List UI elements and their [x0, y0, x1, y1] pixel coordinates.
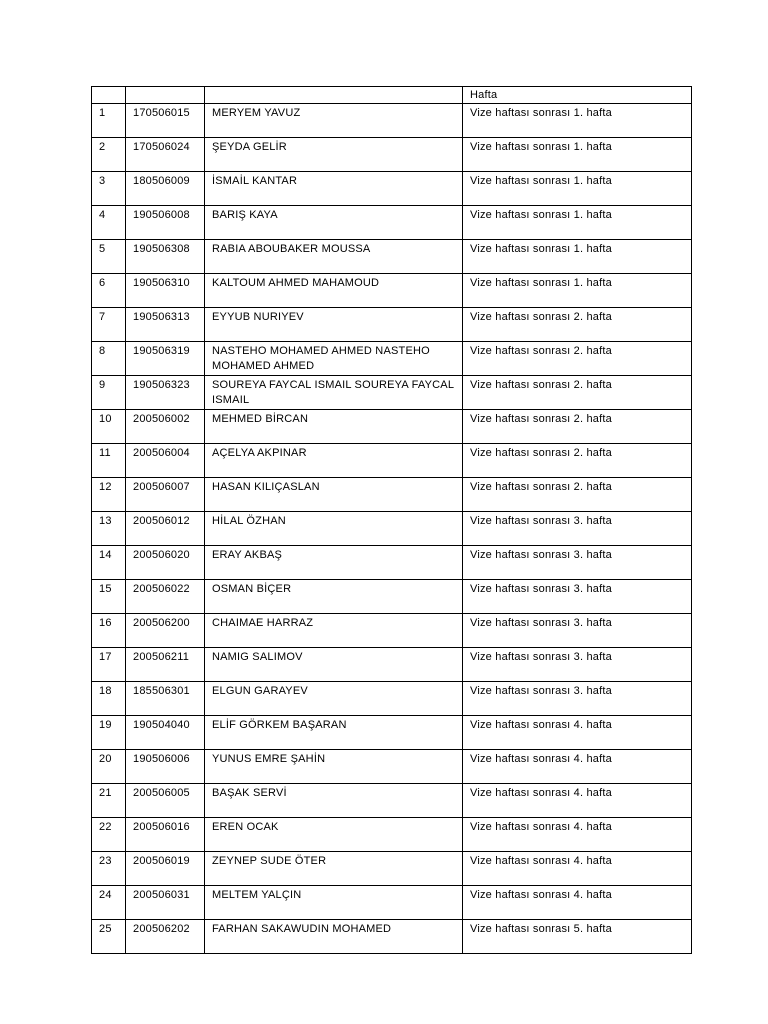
- student-number-cell: 190506008: [126, 206, 205, 240]
- week-cell: Vize haftası sonrası 1. hafta: [463, 240, 692, 274]
- week-cell: Vize haftası sonrası 3. hafta: [463, 648, 692, 682]
- week-cell: Vize haftası sonrası 4. hafta: [463, 750, 692, 784]
- student-name-cell: FARHAN SAKAWUDIN MOHAMED: [205, 920, 463, 954]
- student-name-cell: ELGUN GARAYEV: [205, 682, 463, 716]
- row-number-cell: 6: [92, 274, 126, 308]
- student-number-cell: 190506310: [126, 274, 205, 308]
- table-row: [92, 512, 692, 546]
- table-row: [92, 206, 692, 240]
- student-number-cell: 200506022: [126, 580, 205, 614]
- student-number-cell: 190506006: [126, 750, 205, 784]
- table-row: [92, 172, 692, 206]
- student-name-cell: BAŞAK SERVİ: [205, 784, 463, 818]
- table-row: [92, 138, 692, 172]
- student-number-cell: 190506308: [126, 240, 205, 274]
- student-number-cell: 200506005: [126, 784, 205, 818]
- student-number-cell: 200506002: [126, 410, 205, 444]
- student-number-cell: 200506200: [126, 614, 205, 648]
- week-cell: Vize haftası sonrası 4. hafta: [463, 852, 692, 886]
- row-number-cell: 12: [92, 478, 126, 512]
- week-cell: Vize haftası sonrası 2. hafta: [463, 410, 692, 444]
- schedule-table: [91, 86, 692, 954]
- student-number-cell: 200506031: [126, 886, 205, 920]
- week-cell: Vize haftası sonrası 3. hafta: [463, 682, 692, 716]
- table-row: [92, 240, 692, 274]
- row-number-cell: 18: [92, 682, 126, 716]
- student-name-cell: OSMAN BİÇER: [205, 580, 463, 614]
- student-number-cell: 170506015: [126, 104, 205, 138]
- table-row: [92, 682, 692, 716]
- week-cell: Vize haftası sonrası 4. hafta: [463, 818, 692, 852]
- student-number-cell: 200506202: [126, 920, 205, 954]
- week-cell: Vize haftası sonrası 1. hafta: [463, 104, 692, 138]
- student-name-cell: ZEYNEP SUDE ÖTER: [205, 852, 463, 886]
- row-number-cell: 15: [92, 580, 126, 614]
- table-row: [92, 784, 692, 818]
- row-number-cell: 10: [92, 410, 126, 444]
- week-cell: Vize haftası sonrası 4. hafta: [463, 886, 692, 920]
- schedule-table-body: [92, 87, 692, 954]
- week-cell: Vize haftası sonrası 1. hafta: [463, 274, 692, 308]
- student-name-cell: AÇELYA AKPINAR: [205, 444, 463, 478]
- week-cell: Vize haftası sonrası 1. hafta: [463, 138, 692, 172]
- row-number-cell: 17: [92, 648, 126, 682]
- table-row: [92, 308, 692, 342]
- week-cell: Vize haftası sonrası 2. hafta: [463, 376, 692, 410]
- row-number-cell: 5: [92, 240, 126, 274]
- week-cell: Vize haftası sonrası 2. hafta: [463, 342, 692, 376]
- student-name-cell: NAMIG SALIMOV: [205, 648, 463, 682]
- week-cell: Vize haftası sonrası 2. hafta: [463, 308, 692, 342]
- week-cell: Vize haftası sonrası 4. hafta: [463, 716, 692, 750]
- student-name-cell: MELTEM YALÇIN: [205, 886, 463, 920]
- table-row: [92, 376, 692, 410]
- student-number-cell: 190506313: [126, 308, 205, 342]
- row-number-cell: 8: [92, 342, 126, 376]
- table-row: [92, 580, 692, 614]
- table-row: [92, 648, 692, 682]
- student-name-cell: ELİF GÖRKEM BAŞARAN: [205, 716, 463, 750]
- row-number-cell: 20: [92, 750, 126, 784]
- student-number-cell: 190504040: [126, 716, 205, 750]
- row-number-cell: 16: [92, 614, 126, 648]
- row-number-cell: 4: [92, 206, 126, 240]
- table-row: [92, 716, 692, 750]
- student-name-cell: EYYUB NURIYEV: [205, 308, 463, 342]
- table-row: [92, 852, 692, 886]
- header-cell-student-no: [126, 87, 205, 104]
- student-number-cell: 200506016: [126, 818, 205, 852]
- table-row: [92, 614, 692, 648]
- table-row: [92, 886, 692, 920]
- table-row: [92, 920, 692, 954]
- student-name-cell: HASAN KILIÇASLAN: [205, 478, 463, 512]
- row-number-cell: 14: [92, 546, 126, 580]
- header-cell-name: [205, 87, 463, 104]
- week-cell: Vize haftası sonrası 5. hafta: [463, 920, 692, 954]
- student-name-cell: BARIŞ KAYA: [205, 206, 463, 240]
- student-number-cell: 200506012: [126, 512, 205, 546]
- student-number-cell: 190506319: [126, 342, 205, 376]
- table-row: [92, 478, 692, 512]
- week-cell: Vize haftası sonrası 3. hafta: [463, 546, 692, 580]
- student-name-cell: ŞEYDA GELİR: [205, 138, 463, 172]
- student-number-cell: 200506019: [126, 852, 205, 886]
- table-row: [92, 444, 692, 478]
- table-row: [92, 818, 692, 852]
- student-name-cell: MERYEM YAVUZ: [205, 104, 463, 138]
- student-name-cell: EREN OCAK: [205, 818, 463, 852]
- week-cell: Vize haftası sonrası 2. hafta: [463, 444, 692, 478]
- header-cell-no: [92, 87, 126, 104]
- header-cell-week: Hafta: [463, 87, 692, 104]
- table-row: [92, 274, 692, 308]
- row-number-cell: 3: [92, 172, 126, 206]
- student-number-cell: 200506020: [126, 546, 205, 580]
- week-cell: Vize haftası sonrası 3. hafta: [463, 614, 692, 648]
- row-number-cell: 13: [92, 512, 126, 546]
- table-header-row: [92, 87, 692, 104]
- row-number-cell: 1: [92, 104, 126, 138]
- week-cell: Vize haftası sonrası 1. hafta: [463, 206, 692, 240]
- student-name-cell: CHAIMAE HARRAZ: [205, 614, 463, 648]
- student-name-cell: KALTOUM AHMED MAHAMOUD: [205, 274, 463, 308]
- table-row: [92, 546, 692, 580]
- week-cell: Vize haftası sonrası 4. hafta: [463, 784, 692, 818]
- row-number-cell: 23: [92, 852, 126, 886]
- week-cell: Vize haftası sonrası 3. hafta: [463, 512, 692, 546]
- student-number-cell: 185506301: [126, 682, 205, 716]
- row-number-cell: 9: [92, 376, 126, 410]
- student-name-cell: İSMAİL KANTAR: [205, 172, 463, 206]
- student-number-cell: 200506007: [126, 478, 205, 512]
- row-number-cell: 2: [92, 138, 126, 172]
- student-name-cell: ERAY AKBAŞ: [205, 546, 463, 580]
- row-number-cell: 21: [92, 784, 126, 818]
- row-number-cell: 22: [92, 818, 126, 852]
- student-name-cell: SOUREYA FAYCAL ISMAIL SOUREYA FAYCAL ISMAIL: [205, 376, 463, 410]
- student-number-cell: 200506211: [126, 648, 205, 682]
- student-name-cell: YUNUS EMRE ŞAHİN: [205, 750, 463, 784]
- week-cell: Vize haftası sonrası 1. hafta: [463, 172, 692, 206]
- student-name-cell: NASTEHO MOHAMED AHMED NASTEHO MOHAMED AHMED: [205, 342, 463, 376]
- student-name-cell: HİLAL ÖZHAN: [205, 512, 463, 546]
- row-number-cell: 19: [92, 716, 126, 750]
- student-number-cell: 180506009: [126, 172, 205, 206]
- row-number-cell: 7: [92, 308, 126, 342]
- table-row: [92, 410, 692, 444]
- student-name-cell: RABIA ABOUBAKER MOUSSA: [205, 240, 463, 274]
- row-number-cell: 11: [92, 444, 126, 478]
- week-cell: Vize haftası sonrası 3. hafta: [463, 580, 692, 614]
- table-row: [92, 750, 692, 784]
- week-cell: Vize haftası sonrası 2. hafta: [463, 478, 692, 512]
- row-number-cell: 25: [92, 920, 126, 954]
- student-number-cell: 200506004: [126, 444, 205, 478]
- row-number-cell: 24: [92, 886, 126, 920]
- student-number-cell: 170506024: [126, 138, 205, 172]
- table-row: [92, 342, 692, 376]
- table-row: [92, 104, 692, 138]
- student-number-cell: 190506323: [126, 376, 205, 410]
- student-name-cell: MEHMED BİRCAN: [205, 410, 463, 444]
